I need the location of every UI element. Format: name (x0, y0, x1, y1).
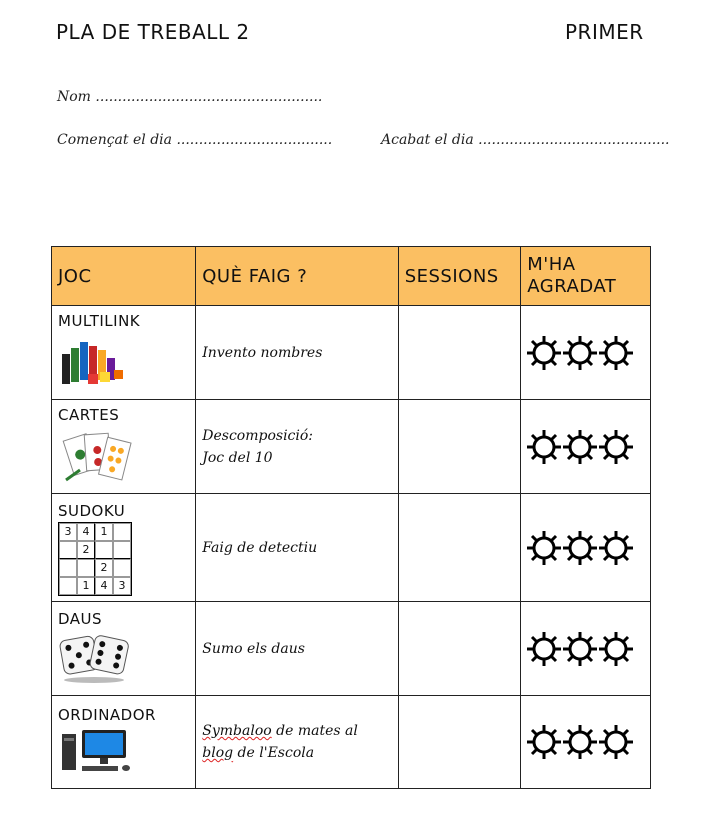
blog-word: blog (202, 745, 234, 761)
sun-icon[interactable] (563, 632, 597, 666)
activity-text: Faig de detectiu (202, 539, 318, 556)
col-header-sessions: SESSIONS (398, 247, 521, 306)
dice-image (58, 630, 133, 684)
computer-image (58, 728, 138, 774)
sessions-cell[interactable] (398, 696, 521, 789)
table-row (52, 602, 651, 696)
game-cell (52, 306, 196, 400)
game-name: SUDOKU (58, 502, 126, 520)
end-date-field[interactable] (381, 132, 670, 148)
sudoku-cell (113, 523, 131, 541)
sudoku-cell: 1 (95, 523, 113, 541)
table-row (52, 400, 651, 494)
sun-icon[interactable] (527, 725, 561, 759)
playing-cards-image (58, 430, 133, 488)
sessions-cell[interactable] (398, 306, 521, 400)
end-dots: ........................................... (478, 132, 670, 148)
name-label: Nom (57, 89, 91, 105)
sudoku-cell (95, 541, 113, 559)
rating-cell (521, 400, 651, 494)
sudoku-grid (58, 522, 132, 596)
activity-text: Sumo els daus (202, 640, 305, 657)
name-field[interactable] (57, 89, 322, 105)
game-cell (52, 602, 196, 696)
activity-cell (196, 696, 398, 789)
sudoku-cell: 4 (95, 577, 113, 595)
sudoku-cell: 3 (113, 577, 131, 595)
table-row (52, 494, 651, 602)
table-header-row (52, 247, 651, 306)
start-label: Començat el dia (57, 132, 172, 148)
symbaloo-word: Symbaloo (202, 723, 272, 739)
work-plan-table (51, 246, 651, 789)
sudoku-cell: 1 (77, 577, 95, 595)
table-row (52, 696, 651, 789)
sun-icon[interactable] (527, 430, 561, 464)
activity-text: Invento nombres (202, 344, 323, 361)
sudoku-cell: 2 (77, 541, 95, 559)
sudoku-cell: 3 (59, 523, 77, 541)
page-title: PLA DE TREBALL 2 (56, 20, 250, 44)
activity-cell (196, 306, 398, 400)
sudoku-cell (59, 577, 77, 595)
sun-icon[interactable] (527, 632, 561, 666)
sun-icon[interactable] (599, 632, 633, 666)
activity-cell (196, 602, 398, 696)
col-header-joc: JOC (52, 247, 196, 306)
sudoku-cell (59, 559, 77, 577)
sun-icon[interactable] (527, 531, 561, 565)
sun-icon[interactable] (527, 336, 561, 370)
end-label: Acabat el dia (381, 132, 474, 148)
game-name: ORDINADOR (58, 706, 156, 724)
multilink-cubes-image (58, 336, 128, 386)
sudoku-cell (113, 559, 131, 577)
level-label: PRIMER (565, 20, 644, 44)
sun-icon[interactable] (563, 430, 597, 464)
start-dots: ................................... (176, 132, 333, 148)
sun-icon[interactable] (599, 336, 633, 370)
sun-icon[interactable] (563, 725, 597, 759)
rating-cell (521, 306, 651, 400)
activity-text-line2: Joc del 10 (202, 449, 273, 466)
game-cell (52, 400, 196, 494)
rating-cell (521, 602, 651, 696)
activity-cell (196, 400, 398, 494)
start-date-field[interactable] (57, 132, 332, 148)
name-dots: ................................................... (95, 89, 323, 105)
sessions-cell[interactable] (398, 400, 521, 494)
game-cell (52, 494, 196, 602)
sun-icon[interactable] (563, 531, 597, 565)
sun-icon[interactable] (599, 430, 633, 464)
game-name: CARTES (58, 406, 120, 424)
sudoku-cell (77, 559, 95, 577)
sudoku-cell: 4 (77, 523, 95, 541)
col-header-mha-agradat: M'HA AGRADAT (521, 247, 651, 306)
col-header-que-faig: QUÈ FAIG ? (196, 247, 398, 306)
game-name: DAUS (58, 610, 103, 628)
sun-icon[interactable] (599, 531, 633, 565)
sudoku-cell (113, 541, 131, 559)
activity-text: Symbaloo de mates al (202, 723, 358, 739)
activity-text-line2: blog de l'Escola (202, 745, 315, 761)
activity-cell (196, 494, 398, 602)
game-cell (52, 696, 196, 789)
sudoku-cell: 2 (95, 559, 113, 577)
sessions-cell[interactable] (398, 602, 521, 696)
rating-cell (521, 696, 651, 789)
sun-icon[interactable] (599, 725, 633, 759)
sudoku-cell (59, 541, 77, 559)
sun-icon[interactable] (563, 336, 597, 370)
rating-cell (521, 494, 651, 602)
game-name: MULTILINK (58, 312, 141, 330)
table-row (52, 306, 651, 400)
activity-text: Descomposició: (202, 427, 314, 444)
sessions-cell[interactable] (398, 494, 521, 602)
